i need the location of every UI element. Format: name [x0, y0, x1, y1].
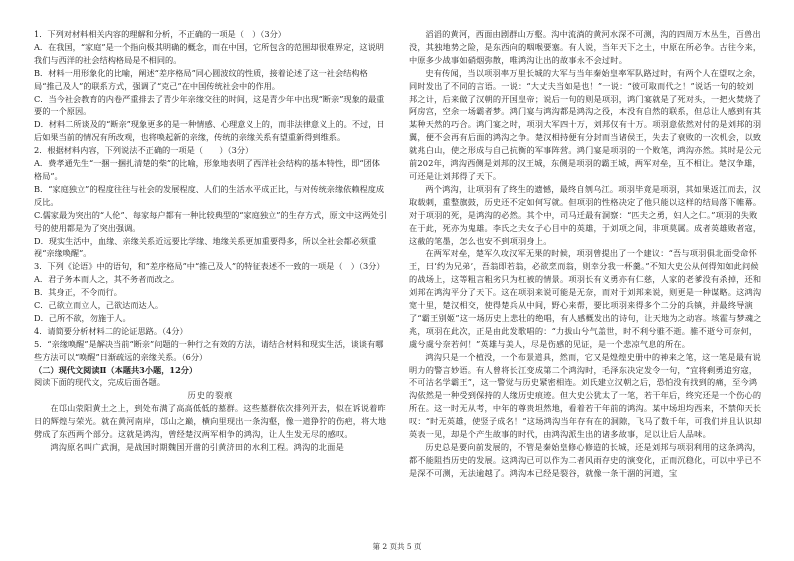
- essay-paragraph: 在两军对垒，楚军久攻汉军无果的时候，项羽曾提出了一个建议：“吾与项羽俱北面受命怀王，曰‘约为兄弟’，吾翁即若翁，必欲烹而翁，则幸分我一杯羹。”不知大史公从何得知如此问候的战场上，这等粗言粗劣只为杠被的情景。项羽长有义勇亦有仁慈，人家的老爹没有杀掉，还和刘邦在鸿沟平分了天下。这在项羽来说可能是无奈，而对于刘邦来说，则更是一种谋略。这鸿沟宽十里，楚汉相交，使得楚兵从中间，野心来帮，要比项羽来得多个二分的兵镇，并最终导演了“霸王别姬”这一场历史上悲壮的绝唱，有人感概发出的诗句，让天地为之动容。垓霍与梦魂之兆，项羽在此次，正是由此发歌唱的：“力拔山兮气盖世，时不利兮骓不逝。骓不逝兮可奈何，虞兮虞兮奈若何！”英雄与美人，尽是伤感的见证，是一个悲凉气息的所在。: [409, 248, 762, 349]
- answer-option: D．己所不欲，勿施于人。: [34, 312, 131, 323]
- essay-paragraph: 史有传闻，当以项羽率万里长城的大军与当年秦始皇率军队路过时，有两个人在望叹之余，同时发出了不同的言语。一说：“大丈夫当如是也！”一说：“彼可取而代之！”说话一句的较刘邦之计，后来做了汉朝的开国皇帝；说后一句的则是项羽，鸿门宴就是了死对头，一把火焚烧了阿房宫，空余一场霸者梦。鸿门宴与鸿沟都是鸿沟之役，本没有自然的联系，但总让人感到有其某种天然的巧合。鸿门宴之时，项羽大军四十万，刘邦仅有十万。项羽意依然对付的是刘邦的羽翼，便不会再有后面的鸿沟之争。楚汉相持便有分封而当诸侯王，失去了衰败的一次机会，以致就兆白山，使之形成与自己抗衡的军事阵营。鸿门宴是项羽的一个败笔，鸿沟亦然。其时是公元前202年，鸿沟西侧是刘邦的汉王城，东侧是项羽的霸王城，两军对垒，互不相让。楚汉争雄，可还是让刘邦得了天下。: [409, 67, 762, 181]
- instruction: 阅读下面的现代文，完成后面各题。: [34, 377, 166, 388]
- left-column: [34, 28, 387, 561]
- answer-option: A．君子务本而人之，其不务者而改之。: [34, 274, 180, 285]
- answer-option: B．其身正，不令而行。: [34, 287, 122, 298]
- answer-option: C．己欲立而立人，己欲达而达人。: [34, 300, 164, 311]
- essay-paragraph: 两个鸿沟，让项羽有了终生的遗憾，最终自刎乌江。项羽毕竟是项羽，其如果返江而去，汉取载刺，重整旗鼓，历史还不定如何写就。但项羽的性格决定了他只能以这样的结局落下帷幕。对于项羽的死，是鸿沟的必然。其个中，司马迁最有洞察：“匹夫之勇，妇人之仁。”项羽的失败在于此，死亦为鬼雄。李氏之夫女子心目中的英雄，于刘项之间，非项莫属。成者英雄败者寇，这截的笔墨，怎么也安不到项羽身上。: [409, 183, 762, 246]
- essay-paragraph: 历史总是要向前发展的，不管是秦始皇修心修造的长城，还是刘邦与项羽利用的这条鸿沟，都不能阻挡历史的发展。这鸿沟已可以作为二者风雨存史的演变化，正而沉稳化，可以中乎已不是深不可测，无法逾越了。鸿沟本已经是裂谷，就像一条干涸的河道，宝: [409, 442, 762, 478]
- page-footer: 第 2 页共 5 页: [372, 542, 422, 551]
- essay-paragraph: 鸿沟只是一个植没，一个布景道具，然而，它又是煌煌史册中的神来之笔，这一笔是最有说明力的警言妙语。有人曾将长江变成第二个鸿沟时，毛泽东决定发令一句，“宜将剩勇追穷寇，不可沽名学霸王”，这一警觉与历史紧密相连。刘氏建立汉朝之后，恐怕没有找到的痛，至今鸿沟依然是一种受到保持的人缘历史痕迹。但大史公犹太了一笔，若干年后，终究还是一个伤心的所在。这一时无从考，中年的尊贵坦然地，看着若干年前的鸿沟。某中场坦均西来，不禁仰天长叹：“时无英雄，使竖子成名！”这场鸿沟当年存有在的洞隙，飞马了数千年，可我们并且认识却英表一见，却是个产生故事的时代，由鸿沟派生出的诸多故事，足以让后人品味。: [409, 351, 762, 440]
- answer-option: A．费孝通先生“一捆一捆扎清楚的柴”的比喻，形象地表明了西洋社会结构的基本特性，即“团体格局”。: [34, 158, 380, 181]
- answer-option: A．在我国，“家庭”是一个指向极其明确的概念，而在中国，它所包含的范围却很难界定，这说明我们与西洋的社会结构格局是不相同的。: [34, 41, 384, 65]
- answer-option: B．“家庭独立”的程度往往与社会的发展程度、人们的生活水平成正比，与对传统亲缘依赖程度成反比。: [34, 183, 385, 207]
- question-stem: 3．下列《论语》中的语句，和“差序格局”中“推己及人”的特征表述不一致的一项是（ ）（3分）: [34, 261, 385, 272]
- essay-paragraph: 滔滔的黄河，西面由剧群山万壑。沟中流淌的黄河水深不可测，沟的四周万木丛生，百兽出没，其独地势之险，是东西向的咽喉要塞。有人说，当年天下之土，中原在所必争。古往今来，中原多少战事如硝烟弥散，唯鸿沟让出的故事永不会过时。: [409, 29, 762, 65]
- question-stem: 5．“亲缘唤醒”是解决当前“断亲”问题的一种行之有效的方法，请结合材料和现实生活，谈谈有哪些方法可以“唤醒”日渐疏远的亲缘关系。（6分）: [34, 338, 384, 362]
- answer-option: C.儒家最为突出的“人伦”、每家每户都有一种比较典型的“家庭独立”的生存方式，原文中这两处引号的使用都是为了突出强调。: [34, 209, 387, 233]
- right-column: [409, 28, 762, 561]
- essay-title: 历史的裂痕: [187, 390, 234, 401]
- question-stem: 2．根据材料内容，下列说法不正确的一项是（ ）（3分）: [34, 145, 254, 156]
- question-stem: 1．下列对材料相关内容的理解和分析，不正确的一项是（ ）（3分）: [34, 29, 286, 39]
- answer-option: C．当今社会教育的内卷严重排去了青少年亲缘交往的时间，这是青少年中出现“断亲”现象的最重要的一个原因。: [34, 93, 385, 117]
- essay-paragraph: 在邙山荥阳黄土之上，到处布满了高高低低的墓群。这些墓群依次排列开去，似在诉说着昨日的辉煌与荣光。就在黄河南岸，邙山之巅，横向里现出一条沟壑，像一道狰狞的伤疤，将大地劈成了东西两个部分。这就是鸿沟，曾经楚汉两军相争的鸿沟，让人生发无尽的感叹。: [34, 403, 387, 440]
- answer-option: B．材料一用形象化的比喻，阐述“差序格局”同心圆波纹的性质，接着论述了这一社会结构格局“推己及人”的联系方式，强调了“克己”在中国传统社会中的作用。: [34, 67, 368, 91]
- answer-option: D．现实生活中，血缘、亲缘关系近远要比学缘、地缘关系更加重要得多，所以全社会都必须重视“亲缘唤醒”。: [34, 235, 377, 259]
- question-stem: 4．请简要分析材料二的论证思路。（4分）: [34, 325, 188, 336]
- section-heading: （二）现代文阅读Ⅱ（本题共3小题，12分）: [34, 364, 198, 375]
- answer-option: D．材料二所谈及的“断亲”现象更多的是一种情感、心理意义上的，而非法律意义上的。不过，日后如果当前的情况有所改观，也将唤起新的亲缘，传统的亲缘关系有望重新得到维系。: [34, 119, 385, 143]
- essay-paragraph: 鸿沟原名叫广武涧，是战国时期魏国开凿的引黄济田的水利工程。鸿沟的北面是: [50, 442, 344, 452]
